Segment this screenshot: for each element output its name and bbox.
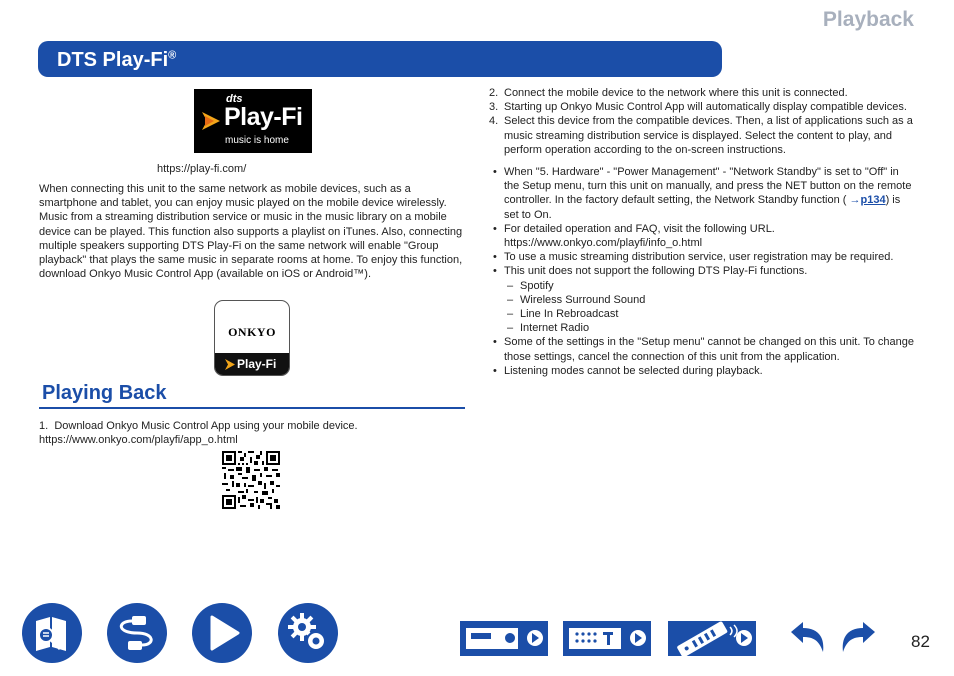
unsupported-list [504,279,917,336]
step-text: Download Onkyo Music Control App using your mobile device. [54,420,358,432]
playfi-tagline: music is home [225,135,289,146]
playfi-arrow-icon [202,110,222,132]
settings-icon [278,603,338,663]
remote-icon [668,621,756,656]
remote-nav-button[interactable] [668,621,756,656]
chapter-title: DTS Play-Fi® [57,49,177,71]
chapter-banner [38,41,722,77]
step-3: 3. Starting up Onkyo Music Control App will automatically display compatible devices. [489,101,907,114]
intro-paragraph: When connecting this unit to the same network as mobile devices, such as a smartphone and tablet, you can enjoy music played on the mobile device wirelessly. Music from a streaming distribution service or music in the music library on a mobile device can be played. This function also supports a playlist on iTunes. Also, connecting multiple speakers supporting DTS Play-Fi on the same network will enable "Group playback" that plays the same music in separate rooms at home. To enjoy this function, download Onkyo Music Control App (available on iOS or Android™). [39,183,463,281]
page-number: 82 [911,632,930,651]
app-icon-name: Play-Fi [237,357,277,371]
steps-list [489,86,917,157]
play-icon [192,603,252,663]
note-listening-modes: • Listening modes cannot be selected during playback. [493,364,763,377]
right-column [489,86,917,378]
note-unsupported: • This unit does not support the following DTS Play-Fi functions. – Spotify – Wireless Surround Sound – Line In Rebroadcast – Internet Radio [489,264,917,335]
step-4: 4. Select this device from the compatible devices. Then, a list of applications such as a music streaming distribution service is displayed. Select the content to play, and perform operation according to the on-screen instructions. [489,115,913,156]
connection-icon [107,603,167,663]
playing-back-heading: Playing Back [42,382,167,404]
note-registration: • To use a music streaming distribution service, user registration may be required. [493,251,894,264]
onkyo-app-icon [214,300,290,376]
rear-panel-nav-button[interactable] [563,621,651,656]
page-link-p134[interactable]: p134 [860,194,886,207]
onkyo-wordmark: ONKYO [228,325,276,339]
app-url[interactable]: https://www.onkyo.com/playfi/app_o.html [39,434,238,447]
front-panel-icon [460,621,548,656]
list-item: – Line In Rebroadcast [507,308,619,321]
contents-icon [22,603,82,663]
contents-nav-button[interactable] [22,603,82,663]
list-item: – Internet Radio [507,322,590,335]
forward-icon[interactable] [839,620,879,656]
list-item: – Wireless Surround Sound [507,293,646,306]
rear-panel-icon [563,621,651,656]
settings-nav-button[interactable] [278,603,338,663]
connection-nav-button[interactable] [107,603,167,663]
qr-code [222,451,280,509]
note-setup-menu: • Some of the settings in the "Setup menu" cannot be changed on this unit. To change those settings, cancel the connection of this unit from the application. [493,336,914,363]
note-network-standby: • When "5. Hardware" - "Power Management" - "Network Standby" is set to "Off" in the Setup menu, turn this unit on manually, and press the NET button on the remote controller. In the factory default setting, the Network Standby function ( →p134) is set to On. [493,166,912,221]
playback-nav-button[interactable] [192,603,252,663]
step-number: 1. [39,420,49,432]
note-faq: • For detailed operation and FAQ, visit the following URL. https://www.onkyo.com/playfi/info_o.html [493,222,775,250]
back-icon[interactable] [787,620,827,656]
playfi-logo [194,89,312,153]
front-panel-nav-button[interactable] [460,621,548,656]
step-2: 2. Connect the mobile device to the network where this unit is connected. [489,87,848,99]
playfi-url[interactable]: https://play-fi.com/ [157,163,247,175]
info-url[interactable]: https://www.onkyo.com/playfi/info_o.html [504,237,703,250]
dts-wordmark: dts [226,93,243,105]
playfi-arrow-icon [225,359,235,370]
step-1 [39,419,465,447]
registered-mark: ® [168,49,177,62]
notes-list [489,165,917,378]
playfi-wordmark: Play-Fi [224,103,303,131]
app-icon-strip [215,353,289,375]
heading-rule [39,407,465,409]
link-arrow-icon: → [849,194,861,207]
list-item: – Spotify [507,279,554,292]
section-title: Playback [822,8,914,31]
